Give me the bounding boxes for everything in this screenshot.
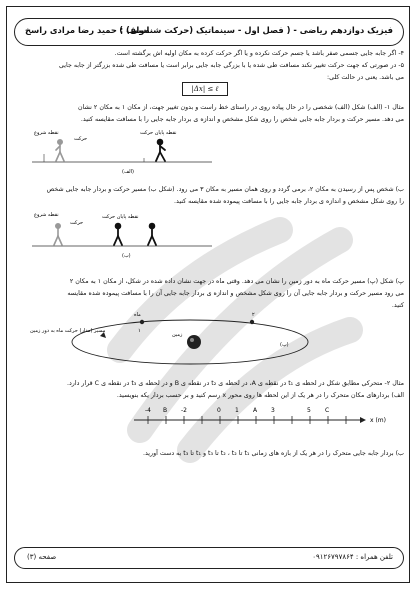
line-5a: ۵- در صورتی که جهت حرکت تغییر نکند مسافت طی شده یا با بزرگی جابه جایی برابر است یا مسافت طی شده بزرگتر از جابه جایی	[59, 62, 404, 69]
svg-text:۱: ۱	[138, 328, 141, 334]
axis-tick-label: A	[253, 407, 258, 414]
formula-text: |Δx| ≤ ℓ	[191, 85, 219, 93]
header-author: مولف : حمید رضا مرادی راسخ	[25, 25, 150, 35]
example-b-line2: را روی شکل مشخص و اندازه ی بردار جابه جایی را با مسافت پیموده شده مقایسه کنید.	[174, 198, 404, 205]
example-p-line1: پ) شکل (پ) مسیر حرکت ماه به دور زمین را نشان می دهد. وقتی ماه در جهت نشان داده شده در شکل، از مکان ۱ به مکان ۲	[69, 278, 404, 285]
example-b-line1: ب) شخص پس از رسیدن به مکان ۲، برمی گردد و روی همان مسیر به مکان ۳ می رود. (شکل ب) مسیر حرکت و بردار جابه جایی شخص	[46, 186, 404, 193]
footer-phone: تلفن همراه : ۰۹۱۲۶۷۹۷۸۶۴	[312, 553, 393, 561]
moon-2-icon	[250, 320, 254, 324]
fig-a-caption: (الف)	[122, 169, 134, 175]
example1-line2: می دهد. مسیر حرکت و بردار جابه جایی شخص را روی شکل مشخص و اندازه ی بردار جابه جایی را با مسافت مقایسه کنید.	[80, 116, 404, 123]
example2-line2: الف) بردارهای مکان متحرک را در هر یک از این لحظه ها روی محور x رسم کنید و بر حسب بردار یکه بنویسید.	[116, 392, 404, 399]
fig-p-path-label: مسیر (مدار) حرکت ماه به دور زمین	[30, 328, 106, 334]
axis-tick-label: -2	[181, 407, 187, 414]
footer-page-number: صفحه (۳)	[27, 553, 57, 561]
axis-tick-label: C	[325, 407, 330, 414]
fig-a-end-label: نقطه پایان حرکت	[140, 130, 177, 136]
fig-p-caption: (پ)	[280, 342, 289, 348]
walker-middle-icon	[114, 224, 122, 245]
earth-icon	[187, 335, 201, 349]
example-p-line3: کنید.	[391, 302, 404, 309]
axis-tick-label: 3	[271, 407, 275, 414]
fig-b-end-label: نقطه پایان حرکت	[102, 214, 139, 220]
axis-tick-label: 0	[217, 407, 221, 414]
number-line	[130, 400, 400, 440]
line-4: ۴- اگر جابه جایی جسمی صفر باشد یا جسم حرکت نکرده و یا اگر حرکت کرده به مکان اولیه اش برگشته است.	[114, 50, 404, 57]
fig-p-moon-label-2: ۲	[252, 312, 255, 318]
walker-end-icon	[156, 140, 165, 161]
axis-arrow-icon	[360, 417, 366, 423]
example2-line1: مثال ۲- متحرکی مطابق شکل در لحظه ی t₁ در نقطه ی A، در لحظه ی t₂ در نقطه ی B و در لحظه ی t₃ در نقطه ی C قرار دارد.	[66, 380, 404, 387]
axis-tick-label: B	[163, 407, 168, 414]
line-5b: می باشد. یعنی در حالت کلی:	[326, 74, 404, 81]
axis-unit-label: x (m)	[370, 417, 386, 424]
figure-a	[30, 128, 230, 176]
page-header	[14, 18, 404, 46]
fig-b-start-label: نقطه شروع	[34, 212, 59, 218]
fig-p-earth-label: زمین	[172, 332, 183, 338]
walker-start-icon	[56, 140, 64, 161]
fig-a-move-label: حرکت	[74, 136, 88, 142]
header-title: فیزیک دوازدهم ریاضی - ( فصل اول - سینماتیک (حرکت شناسی) )	[119, 25, 393, 35]
fig-b-move-label: حرکت	[70, 220, 84, 226]
moon-1-icon	[140, 320, 144, 324]
figure-p	[30, 306, 360, 378]
fig-a-start-label: نقطه شروع	[34, 130, 59, 136]
figure-b	[30, 210, 230, 260]
fig-p-moon-label: ماه	[134, 312, 141, 318]
axis-tick-label: 1	[235, 407, 239, 414]
example-p-line2: می رود مسیر حرکت و بردار جابه جایی آن را روی شکل مشخص و اندازه ی بردار جابه جایی آن را با مسافت پیموده شده مقایسه	[67, 290, 404, 297]
axis-tick-label: 5	[307, 407, 311, 414]
fig-b-caption: (ب)	[122, 253, 131, 259]
walker-end-icon	[148, 224, 156, 245]
formula-box	[182, 82, 228, 96]
axis-tick-label: -4	[145, 407, 151, 414]
example1-line1: مثال ۱- (الف) شکل (الف) شخصی را در حال پیاده روی در راستای خط راست و بدون تغییر جهت، از مکان ۱ به مکان ۲ نشان	[78, 104, 404, 111]
example2-line3: ب) بردار جابه جایی متحرک را در هر یک از بازه های زمانی t₁ تا t₂ ، t₂ تا t₃ و t₁ تا t₃ به دست آورید.	[143, 450, 404, 457]
walker-start-icon	[54, 224, 62, 245]
page-footer	[14, 547, 404, 569]
